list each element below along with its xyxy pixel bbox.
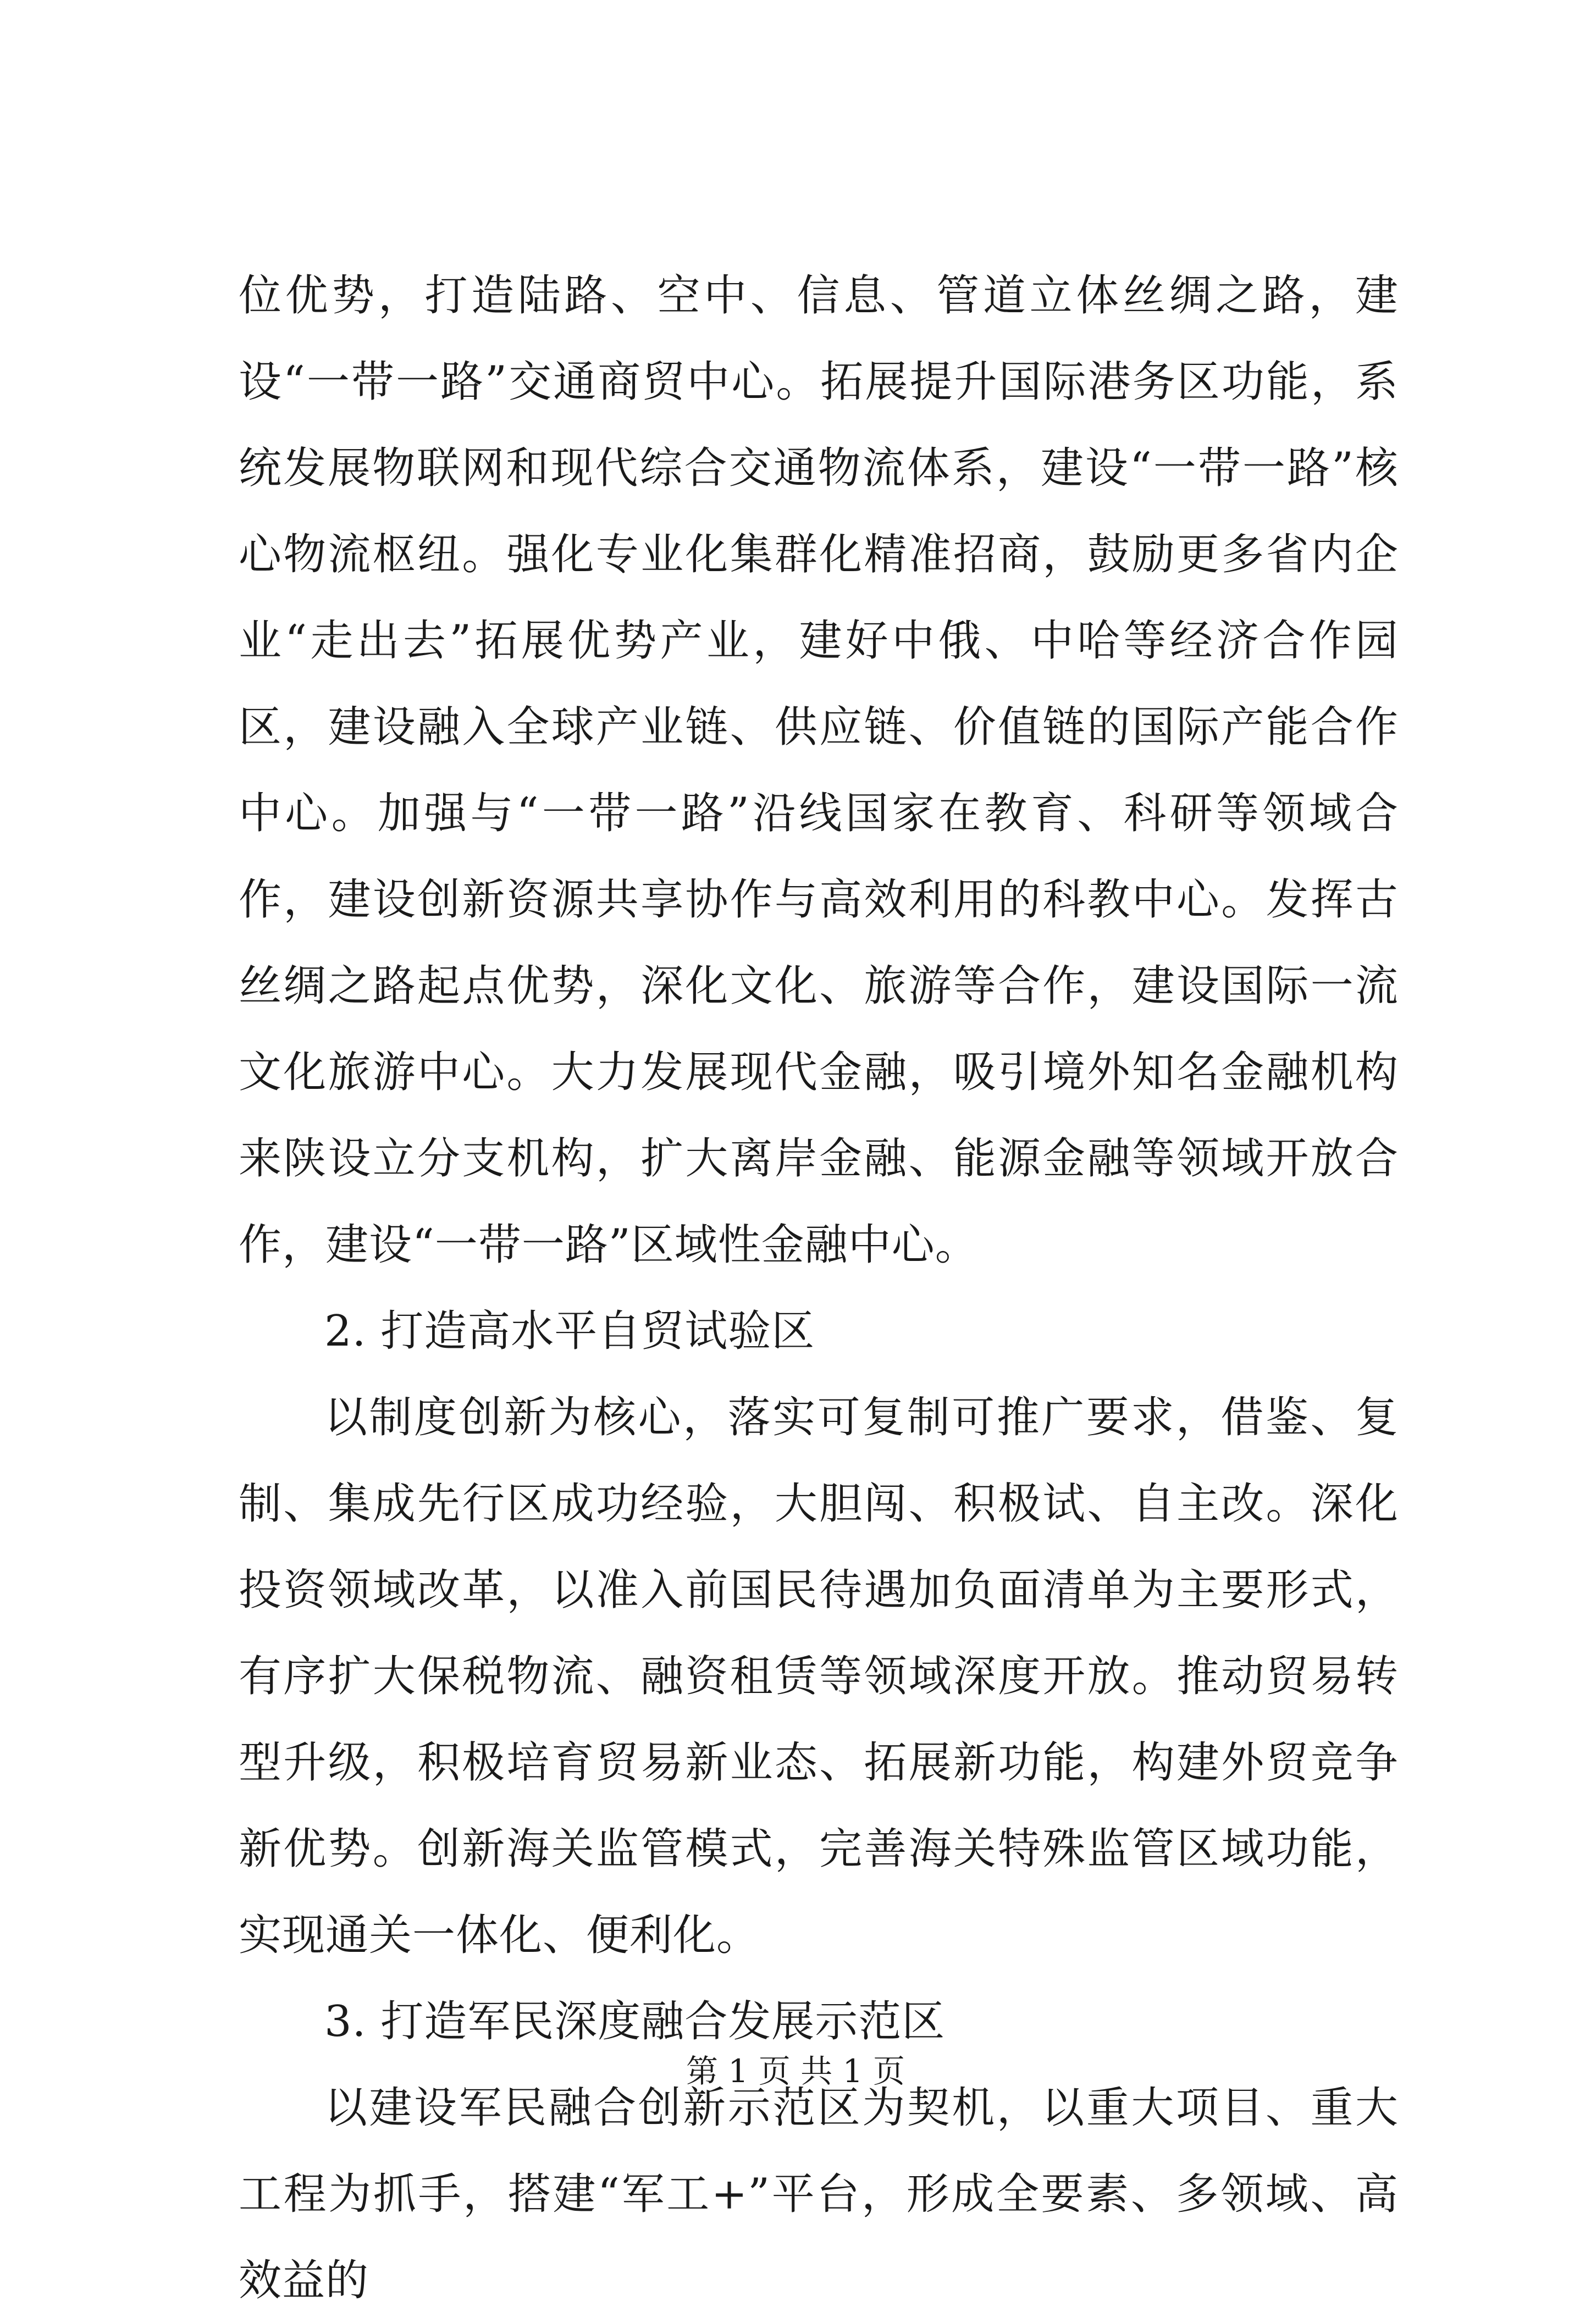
document-body xyxy=(239,253,1399,2324)
page-number-label: 第 1 页 共 1 页 xyxy=(686,2052,905,2090)
section-heading-free-trade-zone: 2. 打造高水平自贸试验区 xyxy=(324,1307,815,1356)
section-heading-military-civil-fusion: 3. 打造军民深度融合发展示范区 xyxy=(324,1997,946,2046)
paragraph-silk-road-centers: 位优势，打造陆路、空中、信息、管道立体丝绸之路，建设“一带一路”交通商贸中心。拓展提升国际港务区功能，系统发展物联网和现代综合交通物流体系，建设“一带一路”核心物流枢纽。强化专业化集群化精准招商，鼓励更多省内企业“走出去”拓展优势产业，建好中俄、中哈等经济合作园区，建设融入全球产业链、供应链、价值链的国际产能合作中心。加强与“一带一路”沿线国家在教育、科研等领域合作，建设创新资源共享协作与高效利用的科教中心。发挥古丝绸之路起点优势，深化文化、旅游等合作，建设国际一流文化旅游中心。大力发展现代金融，吸引境外知名金融机构来陕设立分支机构，扩大离岸金融、能源金融等领域开放合作，建设“一带一路”区域性金融中心。 xyxy=(239,271,1399,1270)
page-footer xyxy=(0,2049,1591,2093)
paragraph-free-trade-zone: 以制度创新为核心，落实可复制可推广要求，借鉴、复制、集成先行区成功经验，大胆闯、积极试、自主改。深化投资领域改革，以准入前国民待遇加负面清单为主要形式，有序扩大保税物流、融资租赁等领域深度开放。推动贸易转型升级，积极培育贸易新业态、拓展新功能，构建外贸竞争新优势。创新海关监管模式，完善海关特殊监管区域功能，实现通关一体化、便利化。 xyxy=(239,1393,1399,1960)
paragraph-military-civil-fusion: 以建设军民融合创新示范区为契机，以重大项目、重大工程为抓手，搭建“军工+”平台，形成全要素、多领域、高效益的 xyxy=(239,2083,1399,2305)
